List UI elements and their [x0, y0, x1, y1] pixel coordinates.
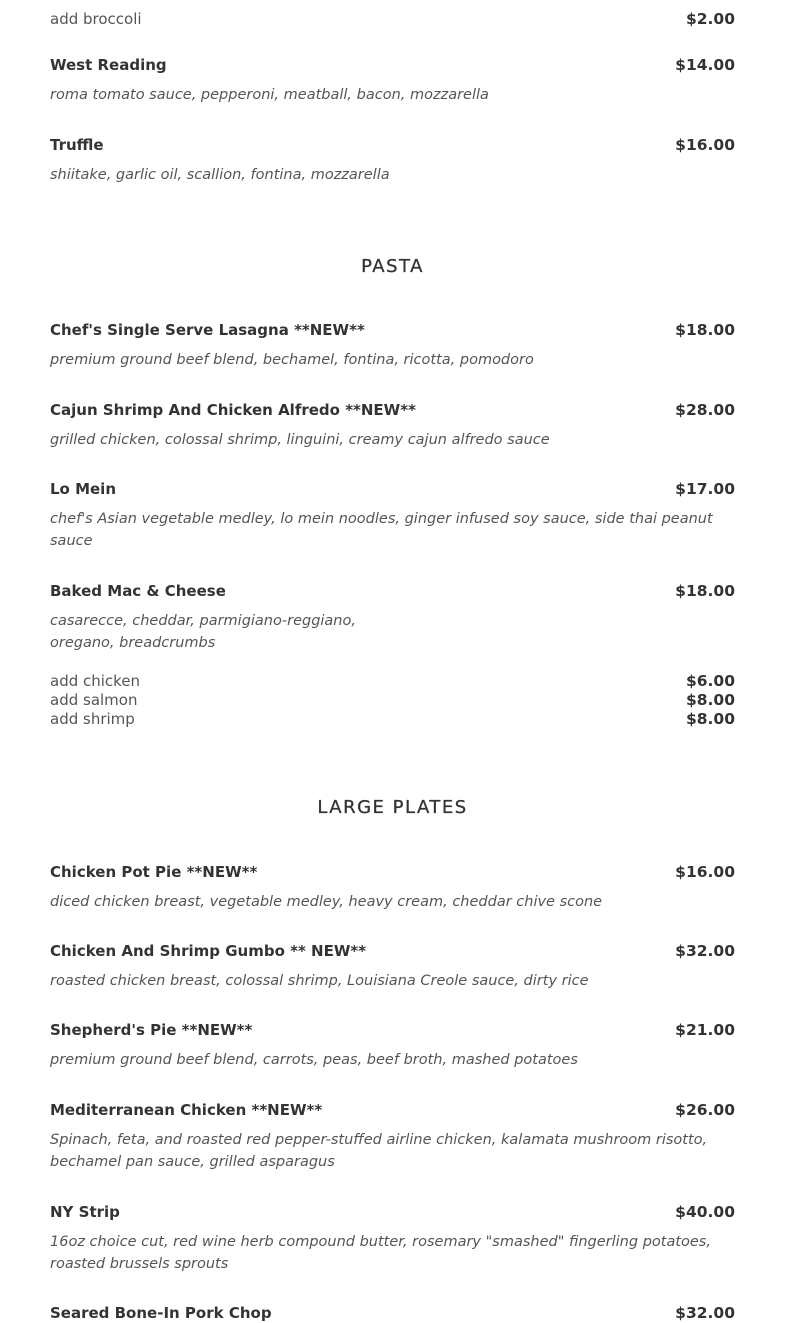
item-price: $21.00 — [675, 1021, 735, 1039]
item-description: premium ground beef blend, carrots, peas, beef broth, mashed potatoes — [50, 1052, 578, 1068]
item-description: grilled chicken, colossal shrimp, linguini, creamy cajun alfredo sauce — [50, 432, 550, 448]
addon-list — [50, 672, 735, 729]
menu-item — [50, 1303, 735, 1323]
menu-item — [50, 400, 735, 451]
addon-label: add broccoli — [50, 10, 142, 28]
item-name: Chicken Pot Pie **NEW** — [50, 863, 258, 881]
item-price: $40.00 — [675, 1203, 735, 1221]
menu-item — [50, 1202, 735, 1275]
item-price: $14.00 — [675, 56, 735, 74]
item-name: Baked Mac & Cheese — [50, 582, 226, 600]
item-description: roma tomato sauce, pepperoni, meatball, bacon, mozzarella — [50, 87, 489, 103]
item-description-line: oregano, breadcrumbs — [50, 635, 216, 651]
section-title-large-plates: LARGE PLATES — [317, 797, 468, 818]
item-price: $18.00 — [675, 321, 735, 339]
addon-row — [50, 691, 735, 710]
item-description: shiitake, garlic oil, scallion, fontina, mozzarella — [50, 167, 390, 183]
addon-price: $6.00 — [685, 672, 735, 690]
menu-item — [50, 1100, 735, 1173]
item-description: diced chicken breast, vegetable medley, heavy cream, cheddar chive scone — [50, 894, 603, 910]
menu-item — [50, 320, 735, 371]
item-price: $32.00 — [675, 1304, 735, 1322]
item-name: Truffle — [50, 136, 104, 154]
item-name: Seared Bone-In Pork Chop — [50, 1304, 272, 1322]
item-description: chef's Asian vegetable medley, lo mein noodles, ginger infused soy sauce, side thai peanut sauce — [50, 511, 713, 549]
item-description-line: casarecce, cheddar, parmigiano-reggiano, — [50, 613, 356, 629]
item-price: $28.00 — [675, 401, 735, 419]
menu-item — [50, 479, 735, 552]
section-title-pasta: PASTA — [361, 256, 424, 277]
addon-price: $8.00 — [685, 710, 735, 728]
item-description: Spinach, feta, and roasted red pepper-stuffed airline chicken, kalamata mushroom risotto, bechamel pan sauce, grilled asparagus — [50, 1132, 708, 1170]
item-price: $32.00 — [675, 942, 735, 960]
item-name: Cajun Shrimp And Chicken Alfredo **NEW** — [50, 401, 416, 419]
addon-price: $8.00 — [685, 691, 735, 709]
addon-row — [50, 672, 735, 691]
item-name: Chef's Single Serve Lasagna **NEW** — [50, 321, 365, 339]
addon-row — [50, 10, 735, 29]
item-description: premium ground beef blend, bechamel, fontina, ricotta, pomodoro — [50, 352, 534, 368]
item-price: $16.00 — [675, 863, 735, 881]
item-price: $16.00 — [675, 136, 735, 154]
menu-item — [50, 941, 735, 992]
item-name: Mediterranean Chicken **NEW** — [50, 1101, 323, 1119]
item-description — [50, 610, 735, 654]
item-price: $26.00 — [675, 1101, 735, 1119]
menu-item — [50, 1020, 735, 1071]
item-name: Shepherd's Pie **NEW** — [50, 1021, 253, 1039]
item-price: $17.00 — [675, 480, 735, 498]
menu-item — [50, 135, 735, 186]
item-price: $18.00 — [675, 582, 735, 600]
item-name: Chicken And Shrimp Gumbo ** NEW** — [50, 942, 367, 960]
addon-label: add salmon — [50, 691, 138, 709]
addon-row — [50, 710, 735, 729]
item-description: 16oz choice cut, red wine herb compound butter, rosemary "smashed" fingerling potatoes, roasted brussels sprouts — [50, 1234, 711, 1272]
item-name: West Reading — [50, 56, 167, 74]
addon-label: add shrimp — [50, 710, 135, 728]
addon-label: add chicken — [50, 672, 141, 690]
addon-price: $2.00 — [685, 10, 735, 28]
menu-item — [50, 862, 735, 913]
menu-item — [50, 55, 735, 106]
item-name: Lo Mein — [50, 480, 117, 498]
item-name: NY Strip — [50, 1203, 120, 1221]
item-description: roasted chicken breast, colossal shrimp, Louisiana Creole sauce, dirty rice — [50, 973, 589, 989]
menu-item — [50, 581, 735, 654]
